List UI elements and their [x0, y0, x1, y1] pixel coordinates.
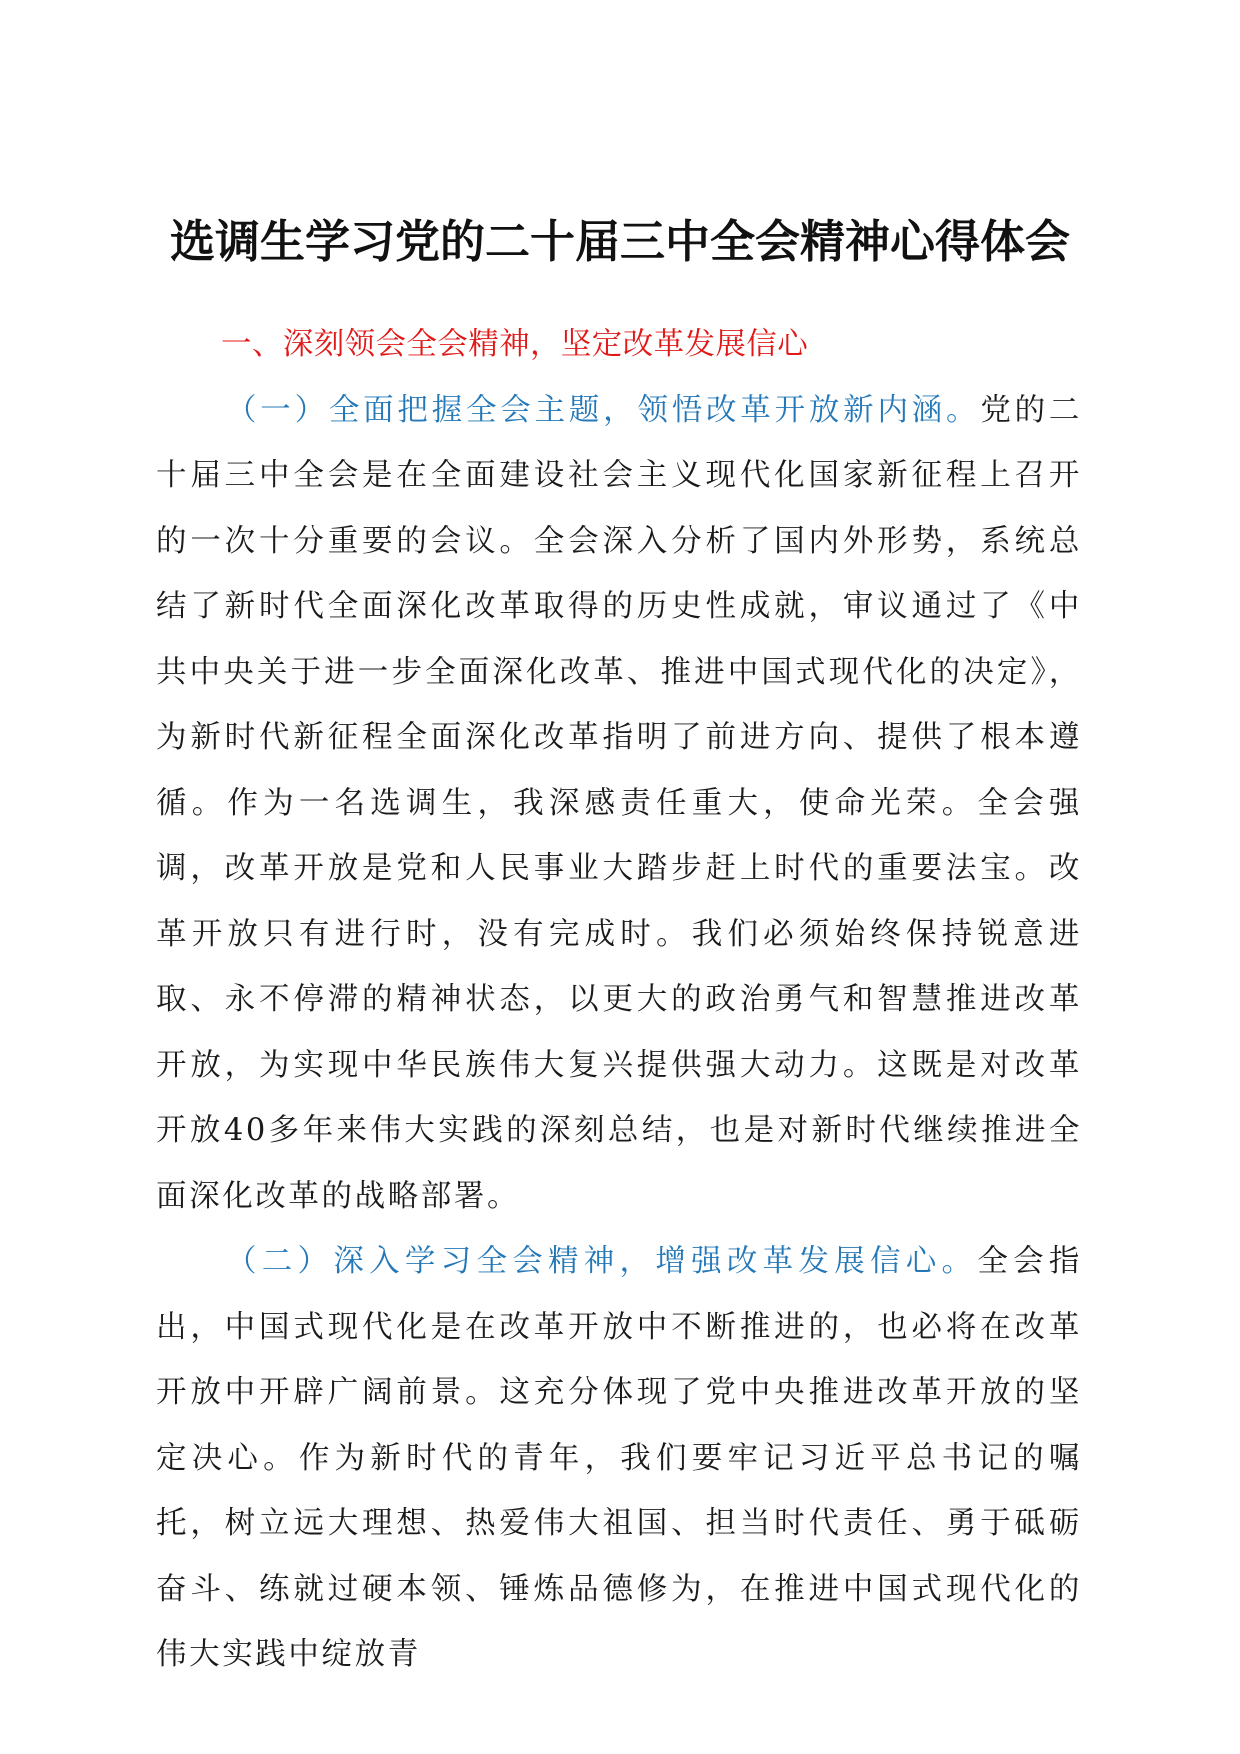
paragraph-2-text: 全会指出，中国式现代化是在改革开放中不断推进的，也必将在改革开放中开辟广阔前景。这充分体现了党中央推进改革开放的坚定决心。作为新时代的青年，我们要牢记习近平总书记的嘱托，树立远大理想、热爱伟大祖国、担当时代责任、勇于砥砺奋斗、练就过硬本领、锤炼品德修为，在推进中国式现代化的伟大实践中绽放青 [156, 1244, 1082, 1672]
paragraph-2 [156, 1229, 1082, 1688]
paragraph-1 [156, 378, 1082, 1230]
document-body [156, 312, 1082, 1688]
paragraph-1-subheading: （一）全面把握全会主题，领悟改革开放新内涵。 [226, 392, 981, 428]
paragraph-2-subheading: （二）深入学习全会精神，增强改革发展信心。 [226, 1244, 978, 1279]
paragraph-1-text: 党的二十届三中全会是在全面建设社会主义现代化国家新征程上召开的一次十分重要的会议。全会深入分析了国内外形势，系统总结了新时代全面深化改革取得的历史性成就，审议通过了《中共中央关于进一步全面深化改革、推进中国式现代化的决定》，为新时代新征程全面深化改革指明了前进方向、提供了根本遵循。作为一名选调生，我深感责任重大，使命光荣。全会强调，改革开放是党和人民事业大踏步赶上时代的重要法宝。改革开放只有进行时，没有完成时。我们必须始终保持锐意进取、永不停滞的精神状态，以更大的政治勇气和智慧推进改革开放，为实现中华民族伟大复兴提供强大动力。这既是对改革开放40多年来伟大实践的深刻总结，也是对新时代继续推进全面深化改革的战略部署。 [156, 392, 1082, 1214]
section-heading: 一、深刻领会全会精神，坚定改革发展信心 [221, 327, 809, 362]
document-title: 选调生学习党的二十届三中全会精神心得体会 [169, 215, 1070, 268]
